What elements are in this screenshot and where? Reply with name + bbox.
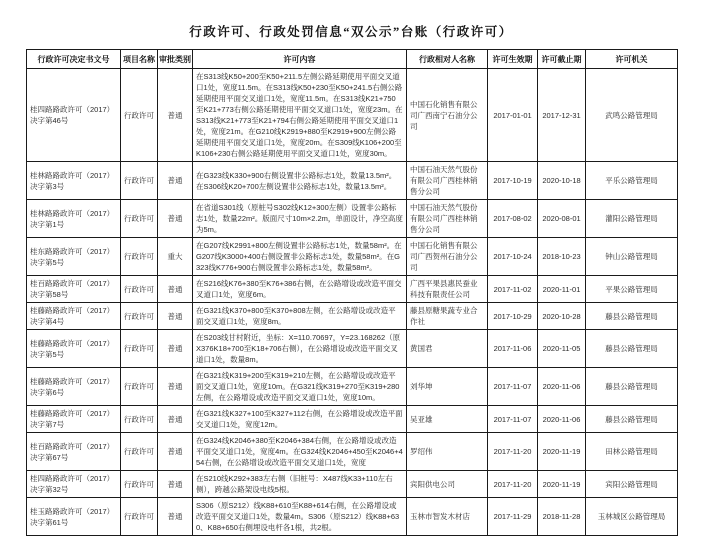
cell-effective-date: 2017-10-19 [488, 162, 538, 200]
table-row [27, 368, 678, 406]
cell-counterparty-name: 藤县原糖果蔬专业合作社 [407, 303, 488, 330]
cell-approval-category: 普通 [158, 200, 193, 238]
cell-expiry-date: 2018-10-23 [538, 238, 586, 276]
cell-permit-content: 在省道S301线（原桩号S302线K12+300左侧）设置非公路标志1处，数量22m²。版面尺寸10m×2.2m，单面设计，净空高度为5m。 [193, 200, 407, 238]
table-row [27, 276, 678, 303]
table-row [27, 471, 678, 498]
cell-project-name: 行政许可 [121, 471, 158, 498]
column-header-0: 行政许可决定书文号 [27, 50, 121, 69]
cell-permit-authority: 藤县公路管理局 [586, 406, 678, 433]
cell-project-name: 行政许可 [121, 238, 158, 276]
cell-expiry-date: 2020-11-01 [538, 276, 586, 303]
cell-permit-content: S306（原S212）线K88+610至K88+614右侧，在公路增设或改造平面交叉道口1处，数量4m。S306（原S212）线K88+630、K88+650右侧埋设电杆各1根，共2根。 [193, 498, 407, 536]
cell-permit-authority: 灌阳公路管理局 [586, 200, 678, 238]
cell-permit-content: 在G321线K327+100至K327+112右侧，在公路增设或改造平面交叉道口1处，宽度12m。 [193, 406, 407, 433]
cell-permit-authority: 平果公路管理局 [586, 276, 678, 303]
cell-approval-category: 普通 [158, 330, 193, 368]
cell-expiry-date: 2020-11-06 [538, 406, 586, 433]
cell-decision-doc-number: 桂四路路政许可（2017）决字第32号 [27, 471, 121, 498]
cell-approval-category: 普通 [158, 406, 193, 433]
cell-permit-authority: 武鸣公路管理局 [586, 69, 678, 162]
cell-effective-date: 2017-11-29 [488, 498, 538, 536]
cell-counterparty-name: 刘华坤 [407, 368, 488, 406]
cell-approval-category: 普通 [158, 276, 193, 303]
table-row [27, 330, 678, 368]
permit-ledger-table [26, 49, 678, 536]
cell-decision-doc-number: 桂百路路政许可（2017）决字第67号 [27, 433, 121, 471]
cell-decision-doc-number: 桂藤路路政许可（2017）决字第4号 [27, 303, 121, 330]
cell-permit-authority: 玉林城区公路管理局 [586, 498, 678, 536]
cell-decision-doc-number: 桂林路路政许可（2017）决字第1号 [27, 200, 121, 238]
cell-permit-content: 在S313线K50+200至K50+211.5左侧公路延期使用平面交叉道口1处，宽度11.5m。在S313线K50+230至K50+241.5右侧公路延期使用平面交叉道口1处，宽度11.5m。在S313线K21+750至K21+773右侧公路延期使用平面交叉道口1处，宽度23m。在S313线K21+773至K21+794右侧公路延期使用平面交叉道口1处，宽度21m。在G210线K2919+880至K2919+900左侧公路延期使用平面交叉道口1处，宽度20m。在S309线K106+200至K106+230右侧公路延期使用平面交叉道口1处，宽度30m。 [193, 69, 407, 162]
cell-approval-category: 普通 [158, 498, 193, 536]
cell-expiry-date: 2017-12-31 [538, 69, 586, 162]
column-header-7: 许可机关 [586, 50, 678, 69]
cell-permit-content: 在S210线K292+383左右侧（旧桩号：X487线K33+110左右侧），跨越公路架设电线5根。 [193, 471, 407, 498]
cell-counterparty-name: 广西平果县惠民蚕业科技有限责任公司 [407, 276, 488, 303]
cell-effective-date: 2017-11-07 [488, 406, 538, 433]
cell-expiry-date: 2020-11-06 [538, 368, 586, 406]
cell-project-name: 行政许可 [121, 303, 158, 330]
cell-effective-date: 2017-10-24 [488, 238, 538, 276]
cell-permit-content: 在G324线K2046+380至K2046+384右侧，在公路增设或改造平面交叉道口1处，宽度4m。在G324线K2046+450至K2046+454右侧，在公路增设或改造平面交叉道口1处，宽度 [193, 433, 407, 471]
cell-permit-authority: 藤县公路管理局 [586, 330, 678, 368]
cell-effective-date: 2017-08-02 [488, 200, 538, 238]
cell-permit-authority: 藤县公路管理局 [586, 368, 678, 406]
cell-permit-authority: 宾阳公路管理局 [586, 471, 678, 498]
cell-counterparty-name: 中国石化销售有限公司广西南宁石油分公司 [407, 69, 488, 162]
column-header-5: 许可生效期 [488, 50, 538, 69]
cell-permit-authority: 钟山公路管理局 [586, 238, 678, 276]
cell-counterparty-name: 黄国君 [407, 330, 488, 368]
cell-permit-authority: 平乐公路管理局 [586, 162, 678, 200]
cell-project-name: 行政许可 [121, 330, 158, 368]
table-row [27, 406, 678, 433]
cell-permit-authority: 藤县公路管理局 [586, 303, 678, 330]
cell-approval-category: 普通 [158, 69, 193, 162]
cell-counterparty-name: 罗绍伟 [407, 433, 488, 471]
table-body [27, 69, 678, 536]
header-row [27, 50, 678, 69]
cell-counterparty-name: 中国石油天然气股份有限公司广西桂林销售分公司 [407, 200, 488, 238]
cell-counterparty-name: 中国石油天然气股份有限公司广西桂林销售分公司 [407, 162, 488, 200]
cell-effective-date: 2017-11-20 [488, 471, 538, 498]
cell-expiry-date: 2020-11-05 [538, 330, 586, 368]
cell-approval-category: 普通 [158, 162, 193, 200]
table-row [27, 433, 678, 471]
cell-expiry-date: 2020-11-19 [538, 471, 586, 498]
cell-decision-doc-number: 桂玉路路政许可（2017）决字第61号 [27, 498, 121, 536]
table-row [27, 238, 678, 276]
table-row [27, 303, 678, 330]
cell-approval-category: 重大 [158, 238, 193, 276]
table-row [27, 200, 678, 238]
cell-expiry-date: 2018-11-28 [538, 498, 586, 536]
cell-decision-doc-number: 桂藤路路政许可（2017）决字第6号 [27, 368, 121, 406]
cell-effective-date: 2017-10-29 [488, 303, 538, 330]
cell-project-name: 行政许可 [121, 200, 158, 238]
cell-project-name: 行政许可 [121, 368, 158, 406]
cell-effective-date: 2017-11-06 [488, 330, 538, 368]
cell-approval-category: 普通 [158, 303, 193, 330]
cell-permit-content: 在G207线K2991+800左侧设置非公路标志1处，数量58m²。在G207线K3000+400右侧设置非公路标志1处，数量58m²。在G323线K776+900右侧设置非公路标志1处，数量58m²。 [193, 238, 407, 276]
cell-permit-content: 在G321线K319+200至K319+210左侧，在公路增设或改造平面交叉道口1处，宽度10m。在G321线K319+270至K319+280左侧，在公路增设或改造平面交叉道口1处，宽度10m。 [193, 368, 407, 406]
cell-decision-doc-number: 桂林路路政许可（2017）决字第3号 [27, 162, 121, 200]
table-row [27, 162, 678, 200]
cell-project-name: 行政许可 [121, 433, 158, 471]
cell-effective-date: 2017-11-20 [488, 433, 538, 471]
cell-counterparty-name: 玉林市智发木材店 [407, 498, 488, 536]
cell-approval-category: 普通 [158, 471, 193, 498]
table-row [27, 498, 678, 536]
cell-decision-doc-number: 桂百路路政许可（2017）决字第58号 [27, 276, 121, 303]
cell-decision-doc-number: 桂东路路政许可（2017）决字第5号 [27, 238, 121, 276]
cell-permit-content: 在G321线K370+800至K370+808左侧，在公路增设或改造平面交叉道口1处，宽度8m。 [193, 303, 407, 330]
cell-expiry-date: 2020-08-01 [538, 200, 586, 238]
cell-counterparty-name: 吴亚雄 [407, 406, 488, 433]
cell-expiry-date: 2020-10-18 [538, 162, 586, 200]
cell-project-name: 行政许可 [121, 162, 158, 200]
cell-project-name: 行政许可 [121, 498, 158, 536]
column-header-1: 项目名称 [121, 50, 158, 69]
cell-decision-doc-number: 桂藤路路政许可（2017）决字第5号 [27, 330, 121, 368]
cell-effective-date: 2017-11-07 [488, 368, 538, 406]
cell-project-name: 行政许可 [121, 69, 158, 162]
cell-effective-date: 2017-11-02 [488, 276, 538, 303]
cell-permit-content: 在S216线K76+380至K76+386右侧，在公路增设或改造平面交叉道口1处，宽度6m。 [193, 276, 407, 303]
cell-approval-category: 普通 [158, 368, 193, 406]
cell-approval-category: 普通 [158, 433, 193, 471]
table-row [27, 69, 678, 162]
column-header-3: 许可内容 [193, 50, 407, 69]
cell-permit-content: 在G323线K330+900右侧设置非公路标志1处，数量13.5m²。在S306线K20+700左侧设置非公路标志1处，数量13.5m²。 [193, 162, 407, 200]
cell-expiry-date: 2020-10-28 [538, 303, 586, 330]
column-header-4: 行政相对人名称 [407, 50, 488, 69]
cell-counterparty-name: 中国石化销售有限公司广西贺州石油分公司 [407, 238, 488, 276]
cell-expiry-date: 2020-11-19 [538, 433, 586, 471]
cell-decision-doc-number: 桂藤路路政许可（2017）决字第7号 [27, 406, 121, 433]
column-header-6: 许可截止期 [538, 50, 586, 69]
column-header-2: 审批类别 [158, 50, 193, 69]
cell-effective-date: 2017-01-01 [488, 69, 538, 162]
cell-permit-authority: 田林公路管理局 [586, 433, 678, 471]
cell-decision-doc-number: 桂四路路政许可（2017）决字第46号 [27, 69, 121, 162]
page-title: 行政许可、行政处罚信息“双公示”台账（行政许可） [189, 25, 513, 39]
cell-project-name: 行政许可 [121, 276, 158, 303]
cell-counterparty-name: 宾阳供电公司 [407, 471, 488, 498]
cell-project-name: 行政许可 [121, 406, 158, 433]
cell-permit-content: 在S203线甘村附近，坐标：X=110.70697，Y=23.168262（原X376K18+700至K18+706右侧），在公路增设或改造平面交叉道口1处，数量8m。 [193, 330, 407, 368]
